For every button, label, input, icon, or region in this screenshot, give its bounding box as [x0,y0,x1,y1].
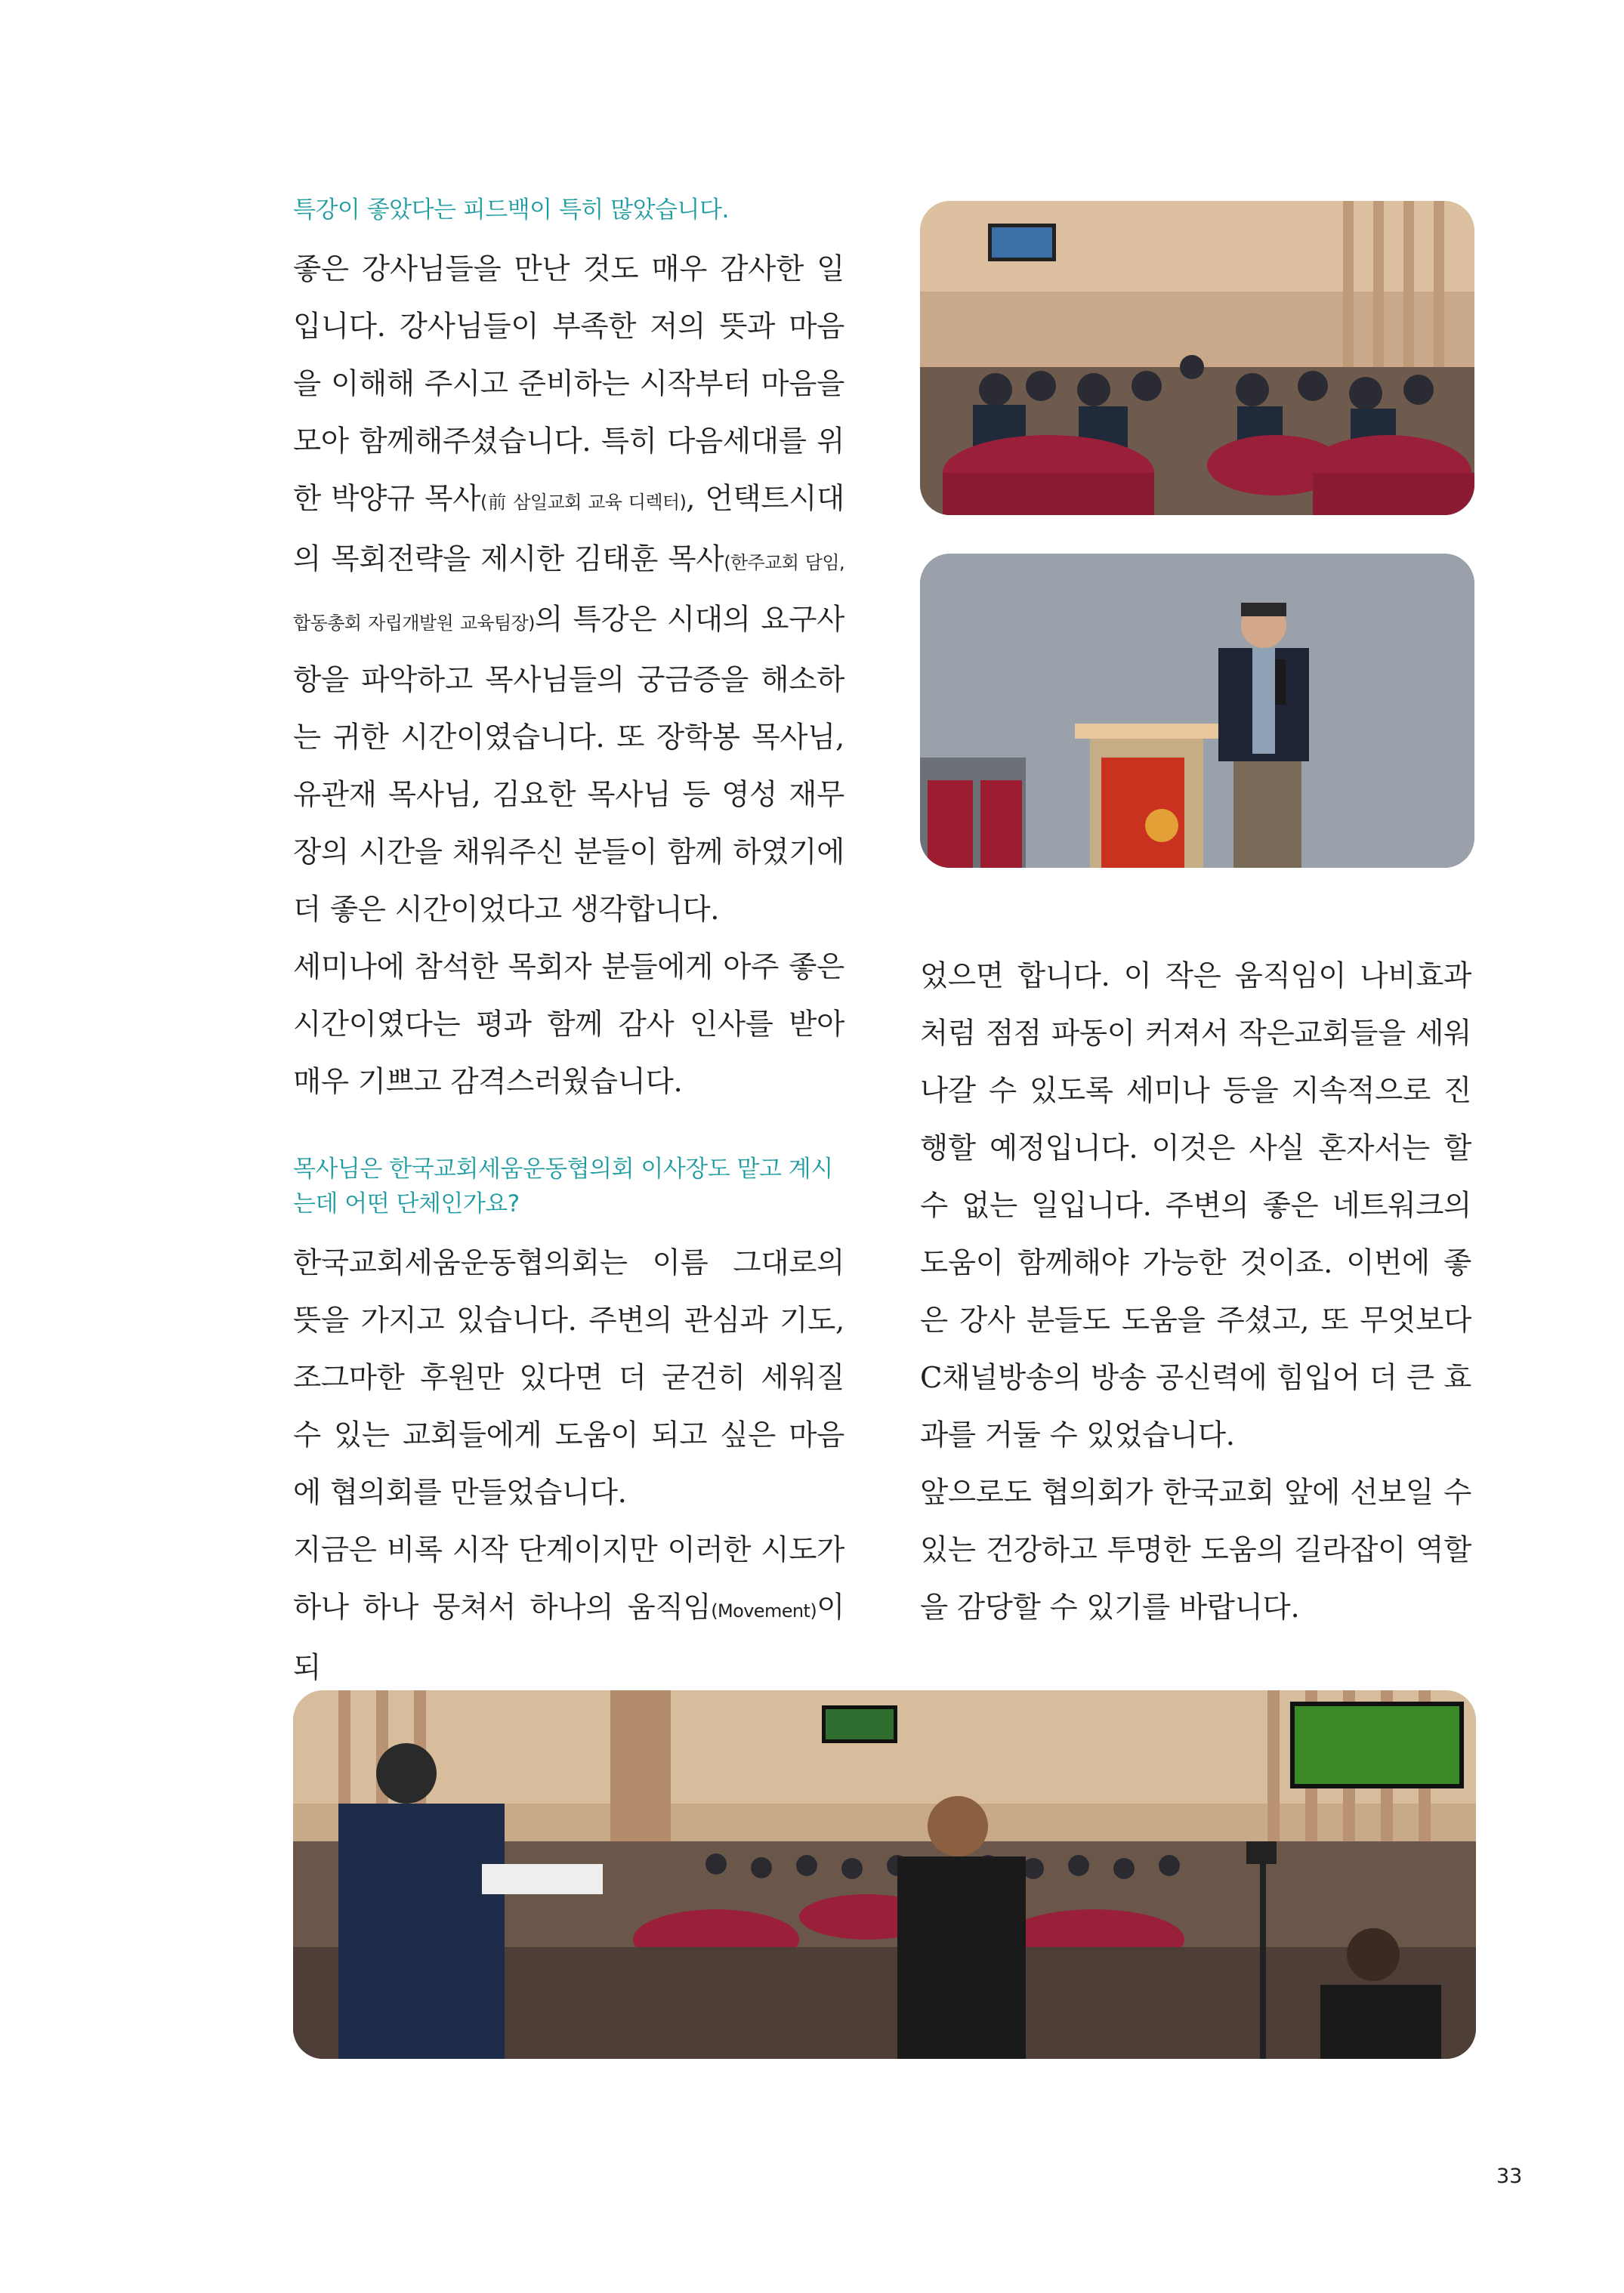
page-number: 33 [1496,2165,1523,2188]
paragraph-movement: 지금은 비록 시작 단계이지만 이러한 시도가 하나 하나 뭉쳐서 하나의 움직임(Movement)이 되 [293,1533,844,1685]
paragraph-association: 한국교회세움운동협의회는 이름 그대로의 뜻을 가지고 있습니다. 주변의 관심과 기도, 조그마한 후원만 있다면 더 굳건히 세워질 수 있는 교회들에게 도움이 되고 싶은 마음에 협의회를 만들었습니다. [293,1246,844,1510]
paragraph-butterfly-effect: 었으면 합니다. 이 작은 움직임이 나비효과처럼 점점 파동이 커져서 작은교회들을 세워 나갈 수 있도록 세미나 등을 지속적으로 진행할 예정입니다. 이것은 사실 혼자서는 할 수 없는 일입니다. 주변의 좋은 네트워크의 도움이 함께해야 가능한 것이죠. 이번에 좋은 강사 분들도 도움을 주셨고, 또 무엇보다 C채널방송의 방송 공신력에 힘입어 더 큰 효과를 거둘 수 있었습니다. [920,959,1471,1452]
speaker-at-podium-photo [920,554,1474,868]
seminar-audience-photo [920,201,1474,515]
worship-hall-photo [293,1690,1476,2059]
question-heading-2: 목사님은 한국교회세움운동협의회 이사장도 맡고 계시는데 어떤 단체인가요? [293,1156,833,1217]
right-column [920,948,1471,1637]
paragraph-lecturers: 좋은 강사님들을 만난 것도 매우 감사한 일입니다. 강사님들이 부족한 저의 뜻과 마음을 이해해 주시고 준비하는 시작부터 마음을 모아 함께해주셨습니다. 특히 다음세대를 위한 박양규 목사(前 삼일교회 교육 디렉터), 언택트시대의 목회전략을 제시한 김태훈 목사(한주교회 담임, 합동총회 자립개발원 교육팀장)의 특강은 시대의 요구사항을 파악하고 목사님들의 궁금증을 해소하는 귀한 시간이였습니다. 또 장학봉 목사님, 유관재 목사님, 김요한 목사님 등 영성 재무장의 시간을 채워주신 분들이 함께 하였기에 더 좋은 시간이었다고 생각합니다. [293,252,844,927]
left-column [293,193,844,1697]
paragraph-thanks: 세미나에 참석한 목회자 분들에게 아주 좋은 시간이였다는 평과 함께 감사 인사를 받아 매우 기쁘고 감격스러웠습니다. [293,950,844,1099]
paragraph-future: 앞으로도 협의회가 한국교회 앞에 선보일 수 있는 건강하고 투명한 도움의 길라잡이 역할을 감당할 수 있기를 바랍니다. [920,1476,1471,1625]
question-heading-1: 특강이 좋았다는 피드백이 특히 많았습니다. [293,196,729,224]
